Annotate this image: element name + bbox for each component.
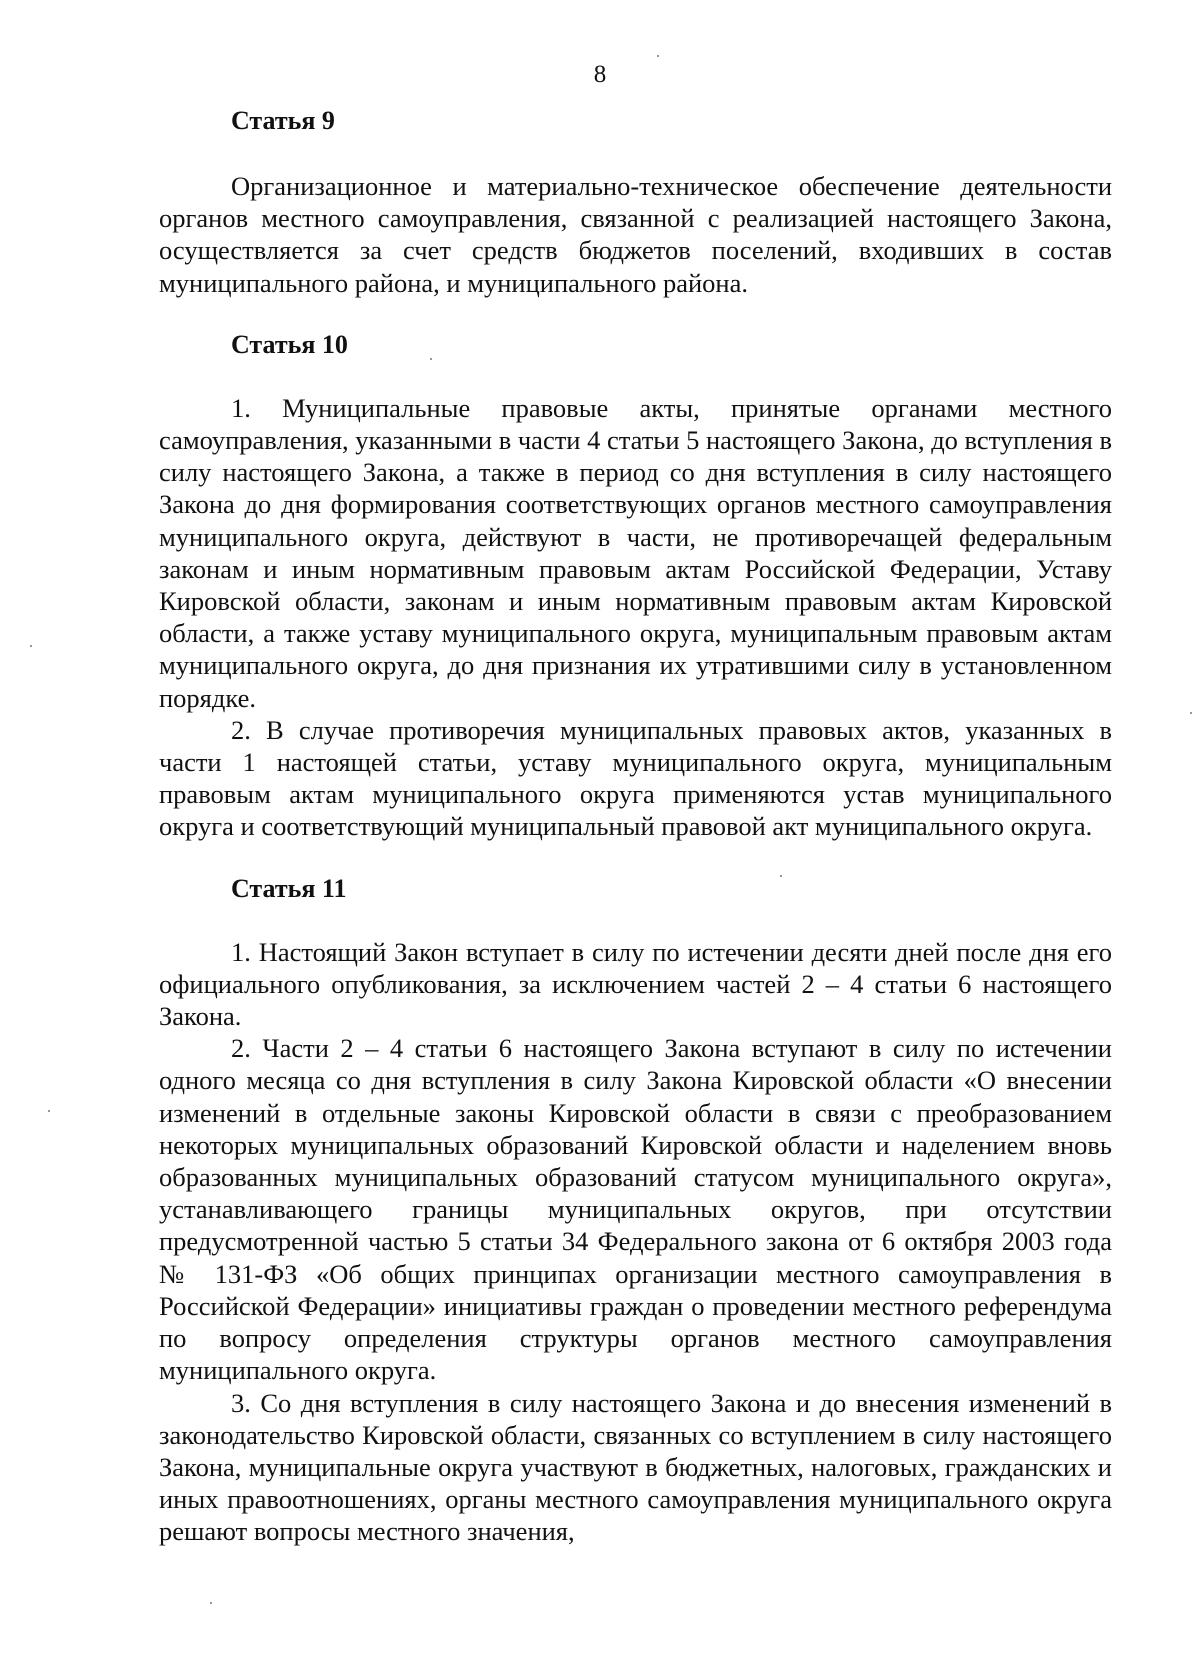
page-number: 8 xyxy=(593,61,607,88)
article-title: Статья 10 xyxy=(231,329,348,359)
scan-speck xyxy=(48,1110,50,1112)
article-paragraph: 3. Со дня вступления в силу настоящего Закона и до внесения изменений в законодательство Кировской области, связанных со вступлением в силу настоящего Закона, муниципальные округа участвуют в бюджетных, налоговых, гражданских и иных правоотношениях, органы местного самоуправления муниципального округа решают вопросы местного значения, xyxy=(159,1387,1112,1547)
article-11 xyxy=(159,872,1112,1548)
scan-speck xyxy=(30,645,32,647)
scan-speck xyxy=(430,358,432,360)
article-paragraph: Организационное и материально-техническое обеспечение деятельности органов местного самоуправления, связанной с реализацией настоящего Закона, осуществляется за счет средств бюджетов поселений, входивших в состав муниципального района, и муниципального района. xyxy=(159,171,1112,298)
scan-speck xyxy=(210,1602,212,1604)
article-paragraph: 1. Настоящий Закон вступает в силу по истечении десяти дней после дня его официального опубликования, за исключением частей 2 – 4 статьи 6 настоящего Закона. xyxy=(159,936,1112,1032)
article-10 xyxy=(159,328,1112,843)
scan-speck xyxy=(780,875,782,877)
article-title: Статья 11 xyxy=(231,873,347,903)
article-paragraph: 2. Части 2 – 4 статьи 6 настоящего Закона вступают в силу по истечении одного месяца со дня вступления в силу Закона Кировской области «О внесении изменений в отдельные законы Кировской области в связи с преобразованием некоторых муниципальных образований Кировской области и наделением вновь образованных муниципальных образований статусом муниципального округа», устанавливающего границы муниципальных округов, при отсутствии предусмотренной частью 5 статьи 34 Федерального закона от 6 октября 2003 года № 131-ФЗ «Об общих принципах организации местного самоуправления в Российской Федерации» инициативы граждан о проведении местного референдума по вопросу определения структуры органов местного самоуправления муниципального округа. xyxy=(159,1033,1112,1386)
article-paragraph: 2. В случае противоречия муниципальных правовых актов, указанных в части 1 настоящей статьи, уставу муниципального округа, муниципальным правовым актам муниципального округа применяются устав муниципального округа и соответствующий муниципальный правовой акт муниципального округа. xyxy=(159,714,1112,842)
article-paragraph: 1. Муниципальные правовые акты, принятые органами местного самоуправления, указанными в части 4 статьи 5 настоящего Закона, до вступления в силу настоящего Закона, а также в период со дня вступления в силу настоящего Закона до дня формирования соответствующих органов местного самоуправления муниципального округа, действуют в части, не противоречащей федеральным законам и иным нормативным правовым актам Российской Федерации, Уставу Кировской области, законам и иным нормативным правовым актам Кировской области, а также уставу муниципального округа, муниципальным правовым актам муниципального округа, до дня признания их утратившими силу в установленном порядке. xyxy=(159,392,1113,713)
scan-speck xyxy=(1190,712,1192,714)
article-9 xyxy=(159,104,1112,299)
article-title: Статья 9 xyxy=(231,106,335,135)
document-body xyxy=(159,100,1112,1548)
scan-speck xyxy=(657,55,659,57)
